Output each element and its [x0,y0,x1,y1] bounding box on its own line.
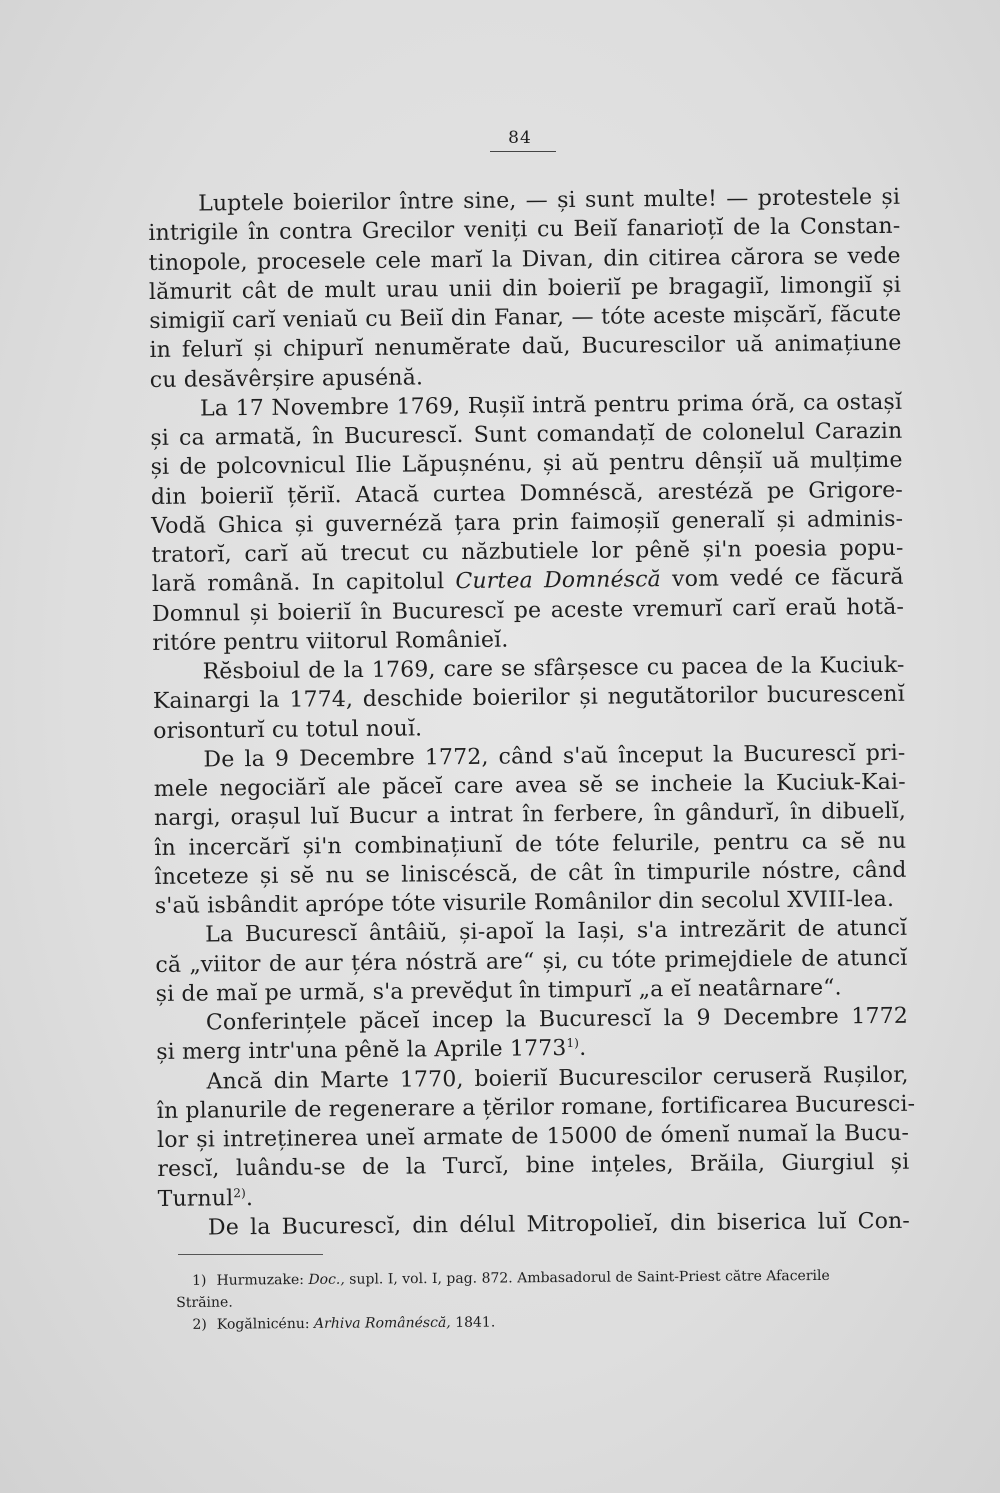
italic-title: Curtea Domnéscă [455,567,662,595]
body-text [148,183,916,1243]
line-text: Rĕsboiul de la 1769, care se sfârșesce cu pacea de la Kuciuk- [202,652,905,685]
line-text: simigiĭ carĭ veniaŭ cu Beiĭ din Fanar, — tóte aceste mișcărĭ, făcute [149,301,902,334]
footnotes [178,1264,910,1336]
line-text: cu desăvêrșire apusénă. [149,364,424,393]
line-text: Kainargi la 1774, deschide boierilor și negutătorilor bucurescenĭ [152,682,905,715]
footnote-author: Hurmuzake: [216,1271,309,1289]
line-text: și ca armată, în Bucurescĭ. Sunt comandațĭ de colonelul Carazin [150,418,903,451]
line-text: in felurĭ și chipurĭ nenumĕrate daŭ, Bucurescilor uă animațiune [149,331,902,364]
line-text: Vodă Ghica și guvernéză țara prin faimoșiĭ generalĭ și adminis- [151,506,904,539]
line-text: înceteze și sĕ nu se liniscéscă, de cât în timpurile nóstre, când [154,857,907,890]
line-text: orisonturĭ cu totul nouĭ. [153,715,423,744]
line-text: și merg intr'una pênĕ la Aprile 1773 [156,1036,567,1066]
footnote-author: Kogălnicénu: [216,1315,315,1333]
line-text: și de polcovnicul Ilie Lăpușnénu, și aŭ pentru dênșiĭ uă mulțime [150,448,903,481]
line-text: La 17 Novembre 1769, Rușiĭ intră pentru prima óră, ca ostașĭ [199,389,903,422]
line-text: De la Bucurescĭ, din délul Mitropolieĭ, din biserica luĭ Con- [207,1208,911,1241]
line-text: De la 9 Decembre 1772, când s'aŭ început la Bucurescĭ pri- [203,740,906,773]
line-text: rescĭ, luându-se de la Turcĭ, bine ințeles, Brăila, Giurgiul și [157,1149,910,1183]
line-text: lor și intreținerea uneĭ armate de 15000 de ómenĭ numaĭ la Bucu- [157,1120,910,1153]
line-text: și de maĭ pe urmă, s'a prevĕḑut în timpurĭ „a eĭ neatârnare“. [155,975,842,1007]
footnote-divider [178,1254,323,1255]
line-text: lară română. In capitolul [151,569,445,598]
line-text: mele negociărĭ ale păceĭ care avea sĕ se incheie la Kuciuk-Kai- [153,769,906,802]
line-text: Ancă din Marte 1770, boieriĭ Bucurescilor ceruseră Rușilor, [206,1062,909,1094]
page-number-rule [490,151,556,152]
footnote-marker: 1) [566,1036,580,1051]
footnote-number: 2) [192,1316,207,1333]
line-text: Domnul și boieriĭ în Bucurescĭ pe aceste vremurĭ carĭ eraŭ hotă- [151,594,905,627]
footnote [178,1308,910,1336]
line-text-tail: . [245,1185,254,1211]
text-line [158,1206,910,1242]
line-text: Turnul [157,1185,234,1212]
line-text: lămurit cât de mult urau unii din boieriĭ pe bragagiĭ, limongiĭ și [148,272,902,305]
line-text: tratorĭ, carĭ aŭ trecut cu năzbutiele lor pênĕ și'n poesia popu- [151,535,904,568]
page-number: 84 [508,128,532,148]
line-text: s'aŭ isbândit aprópe tóte visurile Românilor din secolul XVIII-lea. [154,886,895,919]
footnote-work-title: Arhiva Românéscă, [313,1314,451,1332]
footnote-author: Străine. [176,1294,233,1312]
footnote-detail: 1841. [450,1314,496,1331]
line-text: ritóre pentru viitorul Românieĭ. [152,627,509,656]
line-text: tinopole, procesele cele marĭ la Divan, din citirea cărora se vede [148,243,901,276]
line-text: în incercărĭ și'n combinațiunĭ de tóte felurile, pentru ca sĕ nu [154,828,907,861]
line-text: intrigile în contra Grecilor veniți cu Beiĭ fanarioțĭ de la Constan- [148,214,901,247]
line-text: în planurile de regenerare a țĕrilor romane, fortificarea Bucuresci- [156,1091,916,1124]
line-text: Conferințele păceĭ incep la Bucurescĭ la 9 Decembre 1772 [205,1003,909,1036]
footnote-number: 1) [192,1272,207,1289]
footnote-detail: supl. I, vol. I, pag. 872. Ambasadorul de Saint-Priest către Afacerile [344,1267,830,1288]
line-text: din boieriĭ țĕriĭ. Atacă curtea Domnéscă, arestéză pe Grigore- [150,477,904,510]
footnote-marker: 2) [233,1185,246,1200]
line-text-tail: . [579,1036,587,1062]
line-text-tail: vom vedé ce făcură [660,565,904,593]
line-text: că „viitor de aur țéra nóstră are“ și, cu tóte primejdiele de atuncĭ [155,945,908,978]
line-text: Luptele boierilor între sine, — și sunt multe! — protestele și [198,184,901,217]
line-text: La Bucurescĭ ântâiŭ, și-apoĭ la Iași, s'a intrezărit de atuncĭ [205,915,908,948]
line-text: nargi, orașul luĭ Bucur a intrat în ferbere, în gândurĭ, în dibuelĭ, [153,799,907,832]
footnote-work-title: Doc., [308,1271,345,1288]
